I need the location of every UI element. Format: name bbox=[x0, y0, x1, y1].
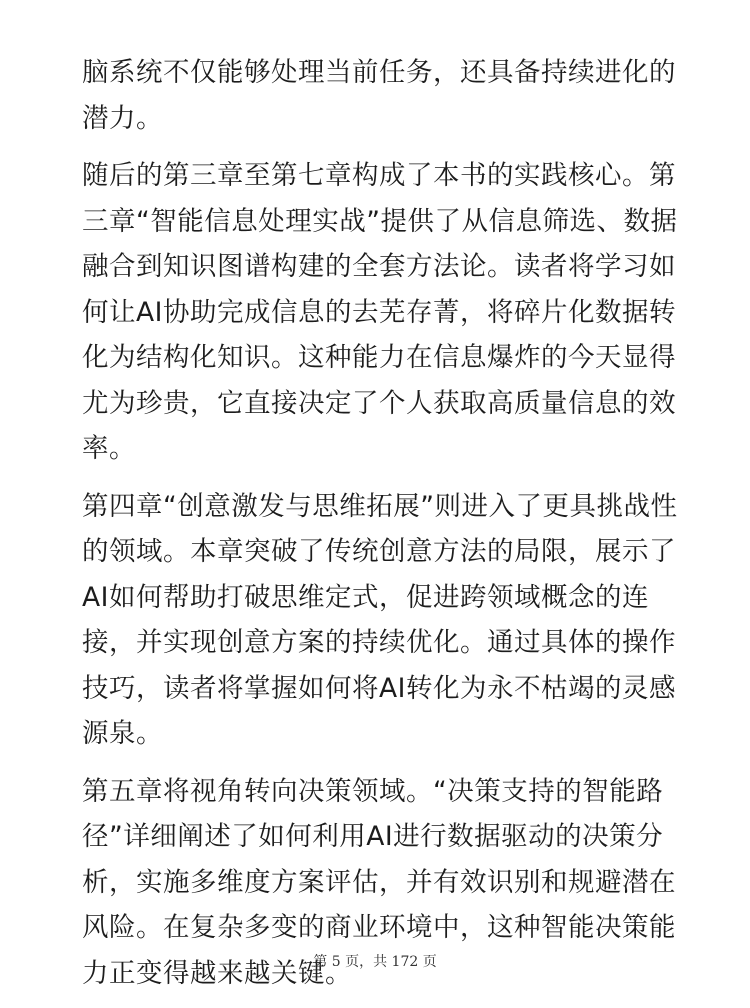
paragraph-3: 第四章“创意激发与思维拓展”则进入了更具挑战性的领域。本章突破了传统创意方法的局限，展示了AI如何帮助打破思维定式，促进跨领域概念的连接，并实现创意方案的持续优化。通过具体的操作技巧，读者将掌握如何将AI转化为永不枯竭的灵感源泉。 bbox=[82, 490, 678, 749]
paragraph-2: 随后的第三章至第七章构成了本书的实践核心。第三章“智能信息处理实战”提供了从信息筛选、数据融合到知识图谱构建的全套方法论。读者将学习如何让AI协助完成信息的去芜存菁，将碎片化数据转化为结构化知识。这种能力在信息爆炸的今天显得尤为珍贵，它直接决定了个人获取高质量信息的效率。 bbox=[82, 160, 678, 464]
paragraph-1: 脑系统不仅能够处理当前任务，还具备持续进化的潜力。 bbox=[82, 57, 676, 134]
body-text bbox=[82, 50, 682, 1008]
paragraph-4: 第五章将视角转向决策领域。“决策支持的智能路径”详细阐述了如何利用AI进行数据驱动的决策分析，实施多维度方案评估，并有效识别和规避潜在风险。在复杂多变的商业环境中，这种智能决策能力正变得越来越关键。 bbox=[82, 775, 676, 989]
page-number: 第 5 页，共 172 页 bbox=[313, 954, 437, 970]
